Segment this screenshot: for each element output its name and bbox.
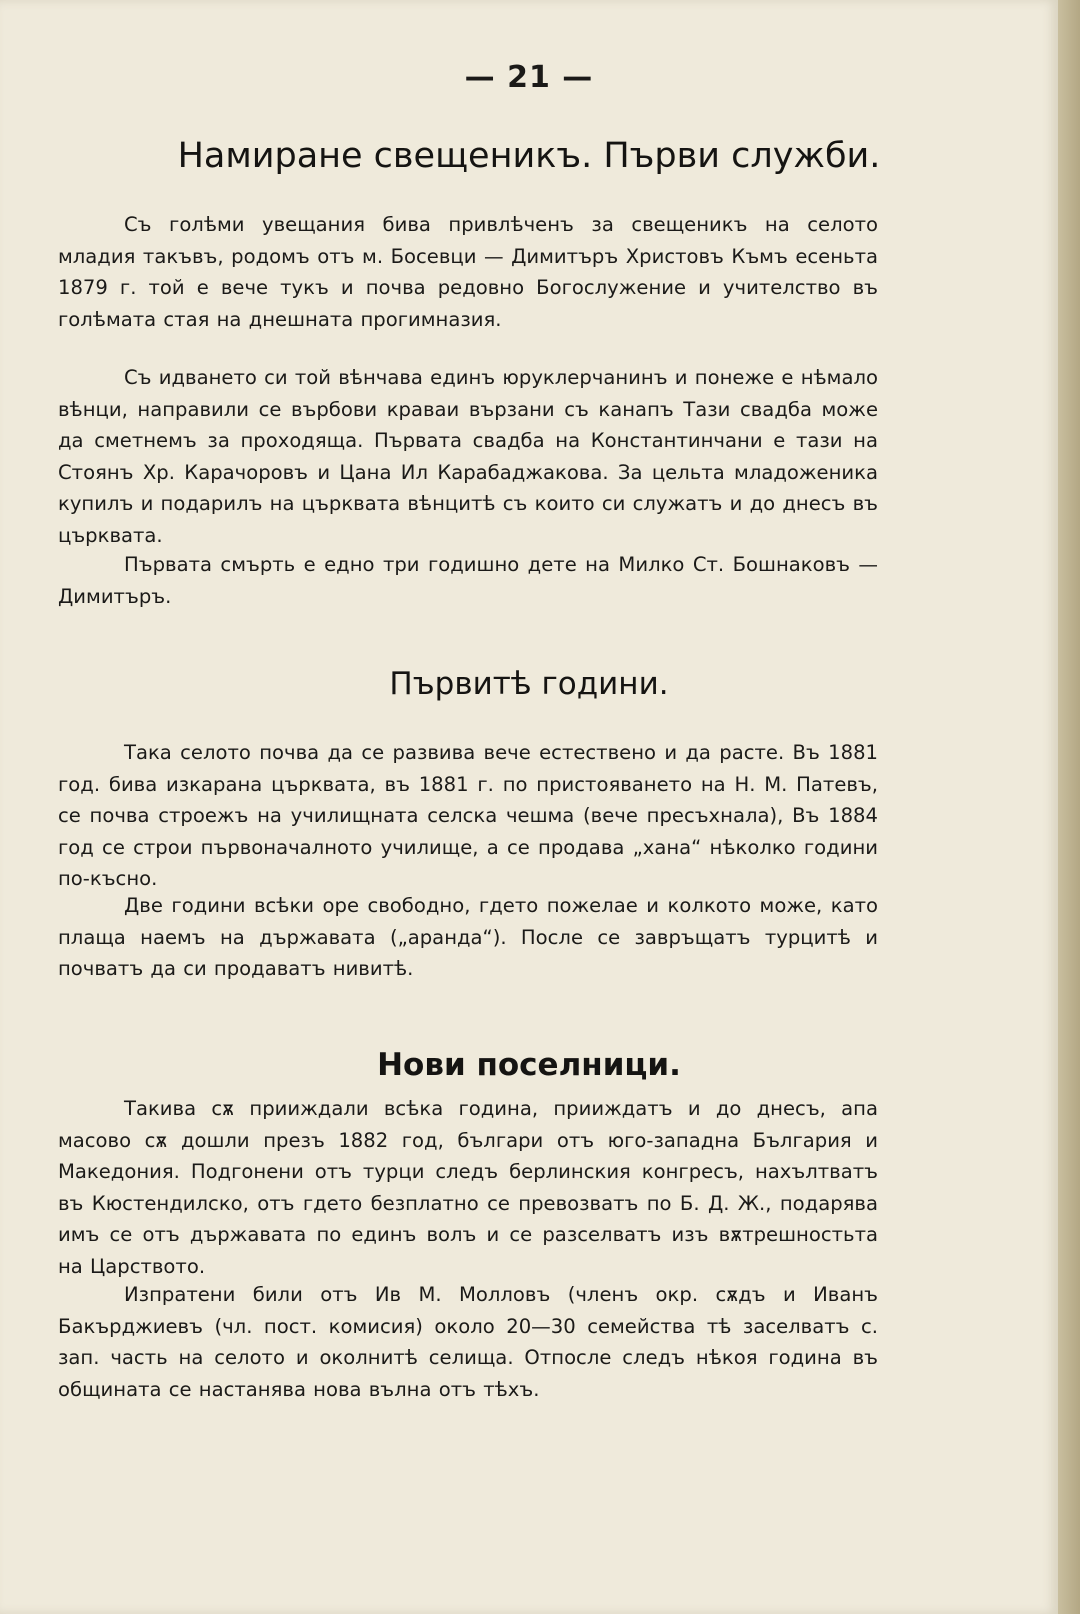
paragraph: Такива сѫ прииждали всѣка година, прииждатъ и до днесъ, апа масово сѫ дошли презъ 1882 год, българи отъ юго-западна България и Македония. Подгонени отъ турци следъ берлинския конгресъ, нахълтватъ въ Кюстендилско, отъ гдето безплатно се превозватъ по Б. Д. Ж., подарява имъ се отъ държавата по единъ волъ и се разселватъ изъ вѫтрешностьта на Царството. xyxy=(58,1097,878,1278)
paragraph: Първата смърть е едно три годишно дете на Милко Ст. Бошнаковъ — Димитъръ. xyxy=(58,553,878,608)
paragraph: Съ голѣми увещания бива привлѣченъ за свещеникъ на селото младия такъвъ, родомъ отъ м. Босевци — Димитъръ Христовъ Къмъ есеньта 1879 г. той е вече тукъ и почва редовно Богослужение и учителство въ голѣмата стая на днешната прогимназия. xyxy=(58,213,878,331)
section-heading-new-settlers: Нови поселници. xyxy=(377,1047,681,1083)
section-heading-first-years: Първитѣ години. xyxy=(389,666,669,702)
paragraph: Съ идването си той вѣнчава единъ юруклерчанинъ и понеже е нѣмало вѣнци, направили се върбови краваи вързани съ канапъ Тази свадба може да сметнемъ за проходяща. Първата свадба на Константинчани е тази на Стоянъ Хр. Карачоровъ и Цана Ил Карабаджакова. За цельта младоженика купилъ и подарилъ на църквата вѣнцитѣ съ които си служатъ и до днесъ въ църквата. xyxy=(58,366,878,547)
paragraph: Така селото почва да се развива вече естествено и да расте. Въ 1881 год. бива изкарана църквата, въ 1881 г. по пристояването на Н. М. Патевъ, се почва строежъ на училищната селска чешма (вече пресъхнала), Въ 1884 год се строи първоначалното училище, а се продава „хана“ нѣколко години по-късно. xyxy=(58,741,878,890)
paragraph: Две години всѣки оре свободно, гдето пожелае и колкото може, като плаща наемъ на държавата („аранда“). После се завръщатъ турцитѣ и почватъ да си продаватъ нивитѣ. xyxy=(58,894,878,980)
section-heading-priest: Намиране свещеникъ. Първи служби. xyxy=(177,136,881,176)
paragraph: Изпратени били отъ Ив М. Молловъ (членъ окр. сѫдъ и Иванъ Бакърджиевъ (чл. пост. комисия) около 20—30 семейства тѣ заселватъ с. зап. часть на селото и околнитѣ селища. Отпосле следъ нѣкоя година въ общината се настанява нова вълна отъ тѣхъ. xyxy=(58,1283,878,1401)
page-number: — 21 — xyxy=(464,60,594,95)
page-edge xyxy=(1058,0,1080,1614)
